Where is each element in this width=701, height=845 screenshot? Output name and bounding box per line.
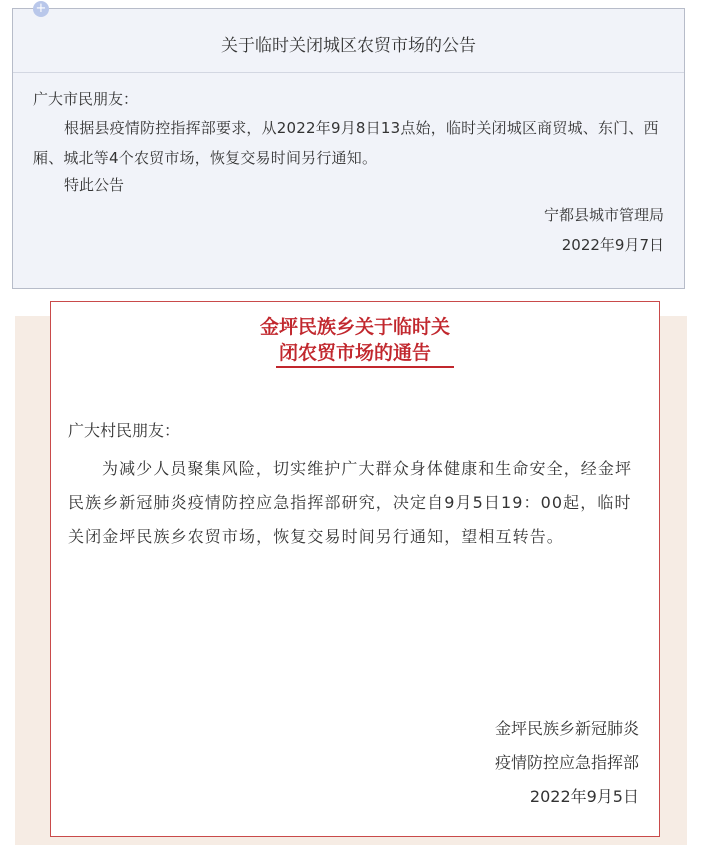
city-market-closure-notice [12,1,685,289]
notice1-body: 根据县疫情防控指挥部要求，从2022年9月8日13点始，临时关闭城区商贸城、东门、西厢、城北等4个农贸市场，恢复交易时间另行通知。 [33,119,659,167]
plus-badge-icon: + [33,1,49,17]
notice1-closing: 特此公告 [64,176,125,194]
notice1-divider [13,72,684,73]
notice2-title-line1: 金坪民族乡关于临时关 [259,316,450,338]
notice2-issuer-line1: 金坪民族乡新冠肺炎 [494,719,639,738]
notice1-salutation: 广大市民朋友： [33,90,139,108]
notice2-issuer-line2: 疫情防控应急指挥部 [494,753,639,772]
notice2-date: 2022年9月5日 [529,787,639,806]
notice2-title [51,314,659,366]
notice2-signature [495,712,639,814]
notice1-date: 2022年9月7日 [561,236,664,254]
notice2-title-underline [276,366,454,368]
notice1-title: 关于临时关闭城区农贸市场的公告 [221,36,476,56]
notice1-issuer: 宁都县城市管理局 [543,206,664,224]
township-market-closure-notice [50,301,660,837]
notice2-salutation: 广大村民朋友： [68,421,181,440]
notice2-title-line2: 闭农贸市场的通告 [278,342,431,364]
notice2-body: 为减少人员聚集风险，切实维护广大群众身体健康和生命安全，经金坪民族乡新冠肺炎疫情防控应急指挥部研究，决定自9月5日19：00起，临时关闭金坪民族乡农贸市场，恢复交易时间另行通知，望相互转告。 [68,459,633,546]
